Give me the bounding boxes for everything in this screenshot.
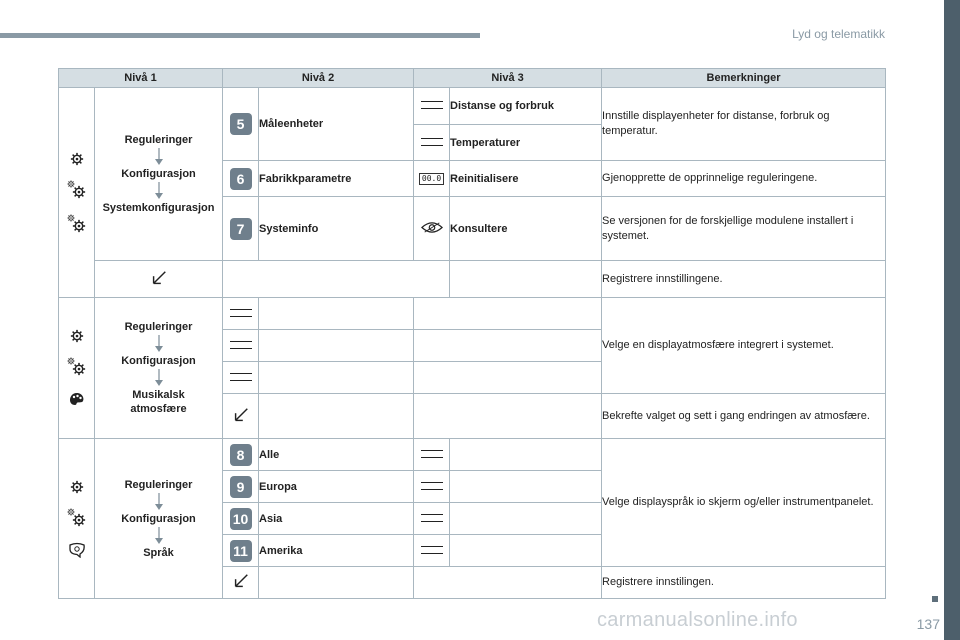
- level3-icon-cell: [414, 125, 450, 161]
- right-edge-strip: [944, 0, 960, 640]
- watermark: carmanualsonline.info: [597, 609, 798, 631]
- system-config-gears-icon: [67, 214, 87, 234]
- empty-cell: [450, 439, 602, 471]
- empty-cell: [259, 298, 414, 330]
- level1-icons-ambience: [59, 298, 95, 439]
- path-step: Konfigurasjon: [121, 512, 196, 525]
- bar-icon: [421, 450, 443, 458]
- step-badge: 8: [230, 444, 252, 466]
- level3-icon-cell: [414, 161, 450, 197]
- column-header-remarks: Bemerkninger: [602, 69, 886, 88]
- step-badge: 7: [230, 218, 252, 240]
- confirm-icon-cell: [223, 567, 259, 599]
- table-row: [59, 439, 886, 471]
- empty-cell: [259, 330, 414, 362]
- level2-label: Europa: [259, 471, 414, 503]
- confirm-icon-cell: [223, 394, 259, 439]
- chapter-title: Lyd og telematikk: [792, 27, 885, 41]
- column-header-level1: Nivå 1: [59, 69, 223, 88]
- step-badge-cell: [223, 503, 259, 535]
- level1-icons-system: [59, 88, 95, 298]
- path-step: Musikalsk atmosfære: [130, 389, 187, 415]
- empty-cell: [259, 362, 414, 394]
- empty-cell: [259, 567, 414, 599]
- remark: Registrere innstilingen.: [602, 567, 886, 599]
- step-badge-cell: [223, 197, 259, 261]
- path-step: Konfigurasjon: [121, 168, 196, 180]
- level2-label: Systeminfo: [259, 197, 414, 261]
- page-number: 137: [916, 616, 940, 632]
- palette-icon: [69, 391, 85, 407]
- step-badge-cell: [223, 535, 259, 567]
- bar-icon: [421, 101, 443, 109]
- settings-table: [58, 68, 886, 599]
- empty-cell: [414, 298, 602, 330]
- step-badge-cell: [223, 439, 259, 471]
- down-arrow-icon: [154, 527, 164, 545]
- remark: Innstille displayenheter for distanse, forbruk og temperatur.: [602, 88, 886, 161]
- remark: Gjenopprette de opprinnelige reguleringene.: [602, 161, 886, 197]
- level3-icon-cell: [414, 88, 450, 125]
- empty-cell: [450, 503, 602, 535]
- configuration-gears-icon: [67, 180, 87, 200]
- remark: Bekrefte valget og sett i gang endringen av atmosfære.: [602, 394, 886, 439]
- back-confirm-arrow-icon: [232, 406, 250, 424]
- step-badge: 11: [230, 540, 252, 562]
- empty-cell: [259, 394, 414, 439]
- settings-gear-icon: [70, 329, 84, 343]
- level1-path-language: [95, 439, 223, 599]
- empty-cell: [450, 471, 602, 503]
- path-step: Språk: [143, 546, 174, 559]
- level2-label: Asia: [259, 503, 414, 535]
- level1-icons-language: [59, 439, 95, 599]
- level3-icon-cell: [414, 197, 450, 261]
- path-step: Systemkonfigurasjon: [102, 202, 215, 214]
- bar-icon: [421, 546, 443, 554]
- level2-label: Fabrikkparametre: [259, 161, 414, 197]
- level1-path-ambience: [95, 298, 223, 439]
- bar-icon: [230, 309, 252, 317]
- path-step: Konfigurasjon: [121, 355, 196, 367]
- top-accent-bar: [0, 33, 480, 38]
- language-speech-icon: [68, 542, 86, 558]
- level3-icon-cell: [414, 439, 450, 471]
- down-arrow-icon: [154, 369, 164, 387]
- back-confirm-arrow-icon: [150, 269, 168, 287]
- bar-icon: [421, 514, 443, 522]
- step-badge: 5: [230, 113, 252, 135]
- step-badge: 9: [230, 476, 252, 498]
- bar-icon: [230, 341, 252, 349]
- remark: Se versjonen for de forskjellige modulene installert i systemet.: [602, 197, 886, 261]
- bar-icon: [421, 138, 443, 146]
- confirm-icon-cell: [95, 261, 223, 298]
- down-arrow-icon: [154, 148, 164, 166]
- settings-gear-icon: [70, 152, 84, 166]
- step-badge-cell: [223, 88, 259, 161]
- level3-label: Temperaturer: [450, 125, 602, 161]
- empty-cell: [223, 261, 450, 298]
- level2-label: Alle: [259, 439, 414, 471]
- path-step: Reguleringer: [124, 478, 193, 491]
- column-header-level3: Nivå 3: [414, 69, 602, 88]
- empty-cell: [450, 535, 602, 567]
- remark: Velge en displayatmosfære integrert i systemet.: [602, 298, 886, 394]
- table-row: [59, 88, 886, 125]
- level3-label: Reinitialisere: [450, 161, 602, 197]
- remark: Registrere innstillingene.: [602, 261, 886, 298]
- step-badge-cell: [223, 471, 259, 503]
- configuration-gears-icon: [67, 357, 87, 377]
- bar-icon: [421, 482, 443, 490]
- bar-icon: [230, 373, 252, 381]
- level2-icon-cell: [223, 362, 259, 394]
- eye-icon: [421, 221, 443, 234]
- table-row: [59, 261, 886, 298]
- step-badge: 10: [230, 508, 252, 530]
- level3-icon-cell: [414, 471, 450, 503]
- level3-icon-cell: [414, 503, 450, 535]
- level3-icon-cell: [414, 535, 450, 567]
- level2-label: Amerika: [259, 535, 414, 567]
- level1-path-system: [95, 88, 223, 261]
- empty-cell: [414, 567, 602, 599]
- empty-cell: [414, 362, 602, 394]
- level3-label: Distanse og forbruk: [450, 88, 602, 125]
- path-step: Reguleringer: [124, 321, 193, 333]
- down-arrow-icon: [154, 335, 164, 353]
- configuration-gears-icon: [67, 508, 87, 528]
- level2-icon-cell: [223, 298, 259, 330]
- down-arrow-icon: [154, 493, 164, 511]
- path-step: Reguleringer: [124, 134, 193, 146]
- column-header-level2: Nivå 2: [223, 69, 414, 88]
- back-confirm-arrow-icon: [232, 572, 250, 590]
- level2-icon-cell: [223, 330, 259, 362]
- settings-gear-icon: [70, 480, 84, 494]
- level2-label: Måleenheter: [259, 88, 414, 161]
- continue-marker: [932, 596, 938, 602]
- step-badge-cell: [223, 161, 259, 197]
- remark: Velge displayspråk io skjerm og/eller instrumentpanelet.: [602, 439, 886, 567]
- empty-cell: [414, 394, 602, 439]
- empty-cell: [414, 330, 602, 362]
- table-header-row: [59, 69, 886, 88]
- reset-counter-icon: 00.0: [419, 173, 444, 185]
- level3-label: Konsultere: [450, 197, 602, 261]
- step-badge: 6: [230, 168, 252, 190]
- table-row: [59, 298, 886, 330]
- down-arrow-icon: [154, 182, 164, 200]
